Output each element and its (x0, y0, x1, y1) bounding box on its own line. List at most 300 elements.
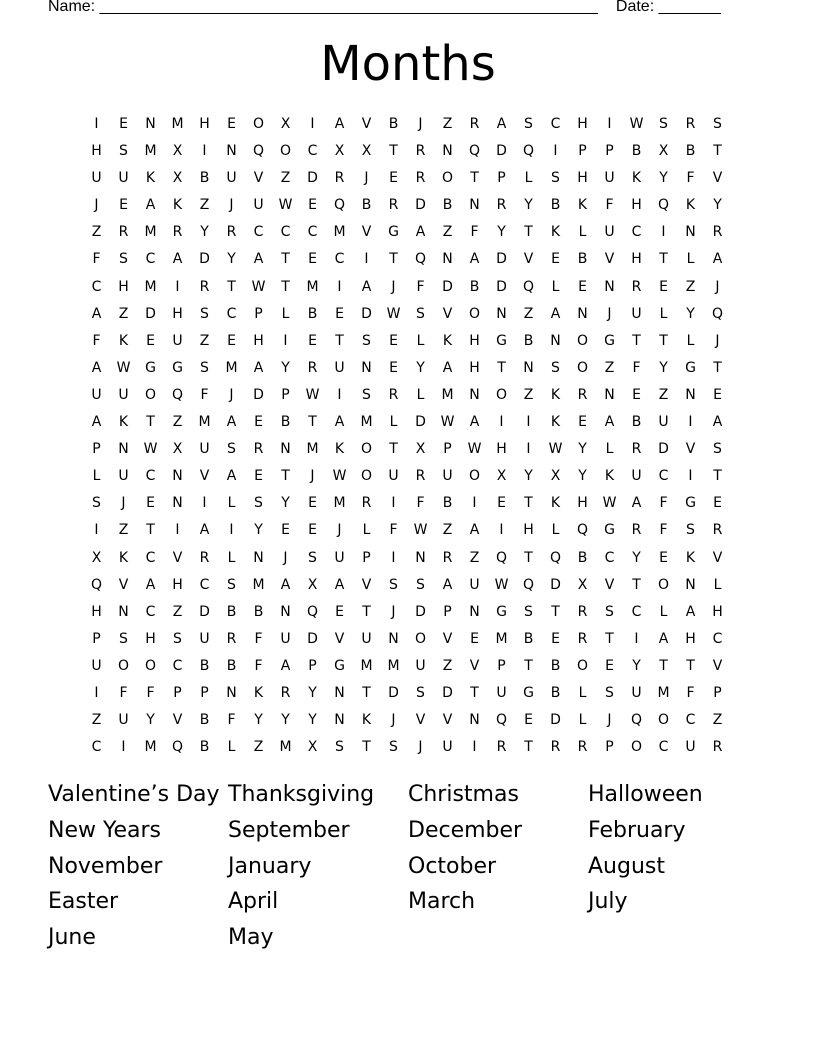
word-list-item: February (588, 817, 686, 843)
grid-letter: R (577, 739, 588, 756)
grid-letter: F (119, 684, 128, 701)
grid-letter: R (280, 684, 291, 701)
grid-letter: Y (308, 712, 317, 729)
grid-letter: K (550, 224, 561, 241)
grid-letter: M (225, 359, 238, 376)
grid-letter: R (685, 116, 696, 132)
grid-letter: L (92, 468, 101, 485)
grid-letter: M (171, 116, 184, 132)
grid-letter: K (604, 468, 615, 485)
grid-letter: X (415, 441, 426, 458)
grid-letter: P (92, 441, 101, 458)
grid-letter: Q (306, 603, 319, 620)
grid-letter: R (388, 386, 399, 403)
grid-letter: R (550, 739, 561, 756)
grid-letter: X (172, 143, 183, 160)
grid-letter: J (391, 603, 396, 620)
grid-letter: K (631, 170, 642, 187)
grid-letter: A (91, 305, 102, 322)
grid-letter: U (91, 170, 102, 187)
grid-letter: B (550, 657, 561, 674)
grid-letter: Y (281, 712, 290, 729)
word-list-item: August (588, 853, 665, 879)
grid-letter: R (496, 197, 507, 214)
grid-letter: C (172, 657, 183, 674)
grid-letter: E (254, 414, 263, 431)
grid-letter: C (604, 549, 615, 566)
grid-letter: H (577, 495, 588, 512)
grid-letter: N (523, 359, 534, 376)
grid-letter: U (172, 332, 183, 349)
grid-letter: C (253, 224, 264, 241)
grid-letter: E (335, 305, 344, 322)
grid-letter: S (416, 684, 425, 701)
grid-letter: J (229, 197, 234, 214)
word-list-item: December (408, 817, 523, 843)
grid-letter: S (551, 170, 560, 187)
grid-letter: R (172, 224, 183, 241)
grid-letter: V (253, 170, 264, 187)
grid-letter: E (146, 332, 155, 349)
page-title: Months (320, 36, 496, 92)
grid-letter: U (253, 197, 264, 214)
grid-letter: W (278, 197, 293, 214)
grid-letter: E (119, 116, 128, 132)
grid-letter: I (175, 278, 180, 295)
grid-letter: O (252, 116, 265, 132)
grid-letter: R (577, 630, 588, 647)
grid-letter: M (333, 224, 346, 241)
grid-letter: Z (442, 522, 453, 539)
grid-letter: E (389, 332, 398, 349)
grid-letter: V (442, 712, 453, 729)
grid-letter: T (551, 603, 560, 620)
grid-letter: E (119, 197, 128, 214)
word-list-item: November (48, 853, 163, 879)
grid-letter: D (442, 278, 453, 295)
grid-letter: A (442, 576, 453, 593)
grid-letter: A (631, 495, 642, 512)
grid-letter: F (92, 251, 101, 268)
grid-letter: J (715, 278, 720, 295)
grid-letter: A (226, 468, 237, 485)
grid-letter: I (391, 495, 396, 512)
grid-letter: I (229, 522, 234, 539)
grid-letter: T (686, 657, 695, 674)
grid-letter: C (145, 603, 156, 620)
grid-letter: N (334, 712, 345, 729)
grid-letter: F (686, 170, 695, 187)
grid-letter: T (524, 739, 533, 756)
grid-letter: Y (524, 197, 533, 214)
grid-letter: E (308, 251, 317, 268)
grid-letter: X (658, 143, 669, 160)
word-list-item: Thanksgiving (228, 782, 375, 807)
grid-letter: P (254, 305, 263, 322)
grid-letter: V (685, 441, 696, 458)
grid-letter: U (361, 630, 372, 647)
grid-letter: B (550, 684, 561, 701)
grid-letter: X (307, 739, 318, 756)
grid-letter: J (418, 116, 423, 132)
grid-letter: V (361, 224, 372, 241)
grid-letter: C (712, 630, 723, 647)
grid-letter: J (391, 278, 396, 295)
grid-letter: Z (91, 712, 102, 729)
grid-letter: U (469, 576, 480, 593)
grid-letter: O (576, 359, 589, 376)
grid-letter: G (604, 332, 615, 349)
grid-letter: A (496, 116, 507, 132)
grid-letter: X (172, 441, 183, 458)
grid-letter: S (416, 576, 425, 593)
grid-letter: U (91, 386, 102, 403)
grid-letter: G (145, 359, 156, 376)
grid-letter: S (524, 603, 533, 620)
grid-letter: G (685, 495, 696, 512)
grid-letter: A (361, 278, 372, 295)
grid-letter: Z (523, 386, 534, 403)
grid-letter: T (308, 414, 317, 431)
grid-letter: W (332, 468, 347, 485)
grid-letter: S (335, 739, 344, 756)
grid-letter: F (632, 359, 641, 376)
grid-letter: S (389, 739, 398, 756)
grid-letter: T (659, 657, 668, 674)
grid-letter: F (146, 684, 155, 701)
grid-letter: N (172, 468, 183, 485)
grid-letter: T (659, 332, 668, 349)
grid-letter: O (657, 712, 670, 729)
grid-letter: D (415, 197, 426, 214)
grid-letter: Q (522, 278, 535, 295)
grid-letter: V (118, 576, 129, 593)
grid-letter: P (281, 386, 290, 403)
grid-letter: E (605, 657, 614, 674)
word-list-item: New Years (48, 817, 162, 843)
grid-letter: E (578, 278, 587, 295)
grid-letter: C (307, 143, 318, 160)
grid-letter: V (334, 630, 345, 647)
grid-letter: M (306, 278, 319, 295)
grid-letter: N (685, 386, 696, 403)
grid-letter: A (226, 414, 237, 431)
grid-letter: I (688, 414, 693, 431)
grid-letter: N (469, 603, 480, 620)
grid-letter: P (497, 657, 506, 674)
grid-letter: I (526, 414, 531, 431)
grid-letter: V (415, 712, 426, 729)
grid-letter: S (686, 522, 695, 539)
grid-letter: E (713, 495, 722, 512)
grid-letter: R (361, 495, 372, 512)
grid-letter: Z (523, 305, 534, 322)
grid-letter: V (604, 251, 615, 268)
grid-letter: I (472, 739, 477, 756)
grid-letter: U (91, 657, 102, 674)
grid-letter: Z (442, 657, 453, 674)
grid-letter: L (281, 305, 290, 322)
grid-letter: J (229, 386, 234, 403)
grid-letter: R (577, 386, 588, 403)
grid-letter: Y (632, 549, 641, 566)
grid-letter: D (307, 630, 318, 647)
grid-letter: G (388, 224, 399, 241)
grid-letter: B (361, 197, 372, 214)
grid-letter: K (118, 414, 129, 431)
grid-letter: C (631, 603, 642, 620)
grid-letter: I (94, 522, 99, 539)
grid-letter: K (550, 386, 561, 403)
grid-letter: S (308, 549, 317, 566)
grid-letter: D (199, 251, 210, 268)
grid-letter: E (551, 251, 560, 268)
grid-letter: B (199, 739, 210, 756)
grid-letter: S (524, 116, 533, 132)
grid-letter: E (308, 197, 317, 214)
grid-letter: N (604, 278, 615, 295)
grid-letter: E (146, 495, 155, 512)
grid-letter: V (523, 251, 534, 268)
grid-letter: R (226, 630, 237, 647)
grid-letter: O (657, 576, 670, 593)
grid-letter: U (685, 739, 696, 756)
grid-letter: Z (253, 739, 264, 756)
grid-letter: B (685, 143, 696, 160)
grid-letter: G (496, 603, 507, 620)
grid-letter: N (118, 441, 129, 458)
grid-letter: S (605, 684, 614, 701)
grid-letter: E (713, 386, 722, 403)
grid-letter: Z (118, 305, 129, 322)
word-list-item: June (48, 925, 96, 951)
grid-letter: O (117, 657, 130, 674)
grid-letter: F (200, 386, 209, 403)
grid-letter: Y (308, 684, 317, 701)
grid-letter: M (306, 441, 319, 458)
grid-letter: K (442, 332, 453, 349)
grid-letter: E (470, 630, 479, 647)
grid-letter: Z (199, 332, 210, 349)
grid-letter: B (388, 116, 399, 132)
grid-letter: G (496, 332, 507, 349)
grid-letter: K (118, 332, 129, 349)
grid-letter: B (469, 278, 480, 295)
grid-letter: O (468, 468, 481, 485)
grid-letter: Y (713, 197, 722, 214)
grid-letter: S (200, 359, 209, 376)
grid-letter: Q (630, 712, 643, 729)
grid-letter: E (227, 116, 236, 132)
grid-letter: O (144, 657, 157, 674)
grid-letter: B (631, 143, 642, 160)
grid-letter: U (604, 224, 615, 241)
grid-letter: Y (200, 224, 209, 241)
grid-letter: X (361, 143, 372, 160)
grid-letter: R (712, 739, 723, 756)
grid-letter: F (389, 522, 398, 539)
grid-letter: L (227, 549, 236, 566)
grid-letter: H (685, 630, 696, 647)
grid-letter: J (283, 549, 288, 566)
grid-letter: F (92, 332, 101, 349)
grid-letter: G (685, 359, 696, 376)
grid-letter: X (91, 549, 102, 566)
grid-letter: F (659, 495, 668, 512)
grid-letter: D (550, 576, 561, 593)
grid-letter: I (121, 739, 126, 756)
grid-letter: E (551, 630, 560, 647)
grid-letter: C (145, 549, 156, 566)
grid-letter: N (604, 386, 615, 403)
grid-letter: N (172, 495, 183, 512)
grid-letter: Q (252, 143, 265, 160)
grid-letter: D (496, 251, 507, 268)
grid-letter: R (631, 278, 642, 295)
grid-letter: A (334, 116, 345, 132)
grid-letter: N (685, 224, 696, 241)
grid-letter: L (389, 414, 398, 431)
name-field[interactable]: Name: ________________________________________________________ (48, 0, 598, 15)
grid-letter: A (469, 414, 480, 431)
grid-letter: V (361, 116, 372, 132)
grid-letter: L (227, 739, 236, 756)
grid-letter: I (634, 630, 639, 647)
grid-letter: N (145, 116, 156, 132)
grid-letter: Z (442, 116, 453, 132)
grid-letter: N (118, 603, 129, 620)
grid-letter: B (577, 251, 588, 268)
word-list-item: July (588, 889, 628, 915)
grid-letter: Y (659, 359, 668, 376)
grid-letter: U (442, 739, 453, 756)
grid-letter: D (388, 684, 399, 701)
grid-letter: O (144, 386, 157, 403)
grid-letter: P (605, 739, 614, 756)
grid-letter: E (227, 332, 236, 349)
grid-letter: H (577, 170, 588, 187)
grid-letter: S (416, 305, 425, 322)
grid-letter: O (441, 170, 454, 187)
grid-letter: K (550, 495, 561, 512)
word-list (48, 780, 768, 959)
grid-letter: T (632, 332, 641, 349)
grid-letter: P (443, 603, 452, 620)
grid-letter: V (442, 630, 453, 647)
grid-letter: D (253, 386, 264, 403)
grid-letter: D (442, 684, 453, 701)
grid-letter: U (631, 305, 642, 322)
grid-letter: E (632, 386, 641, 403)
grid-letter: L (659, 305, 668, 322)
grid-letter: E (308, 495, 317, 512)
grid-letter: H (496, 441, 507, 458)
word-list-item: May (228, 925, 274, 951)
grid-letter: M (144, 278, 157, 295)
grid-letter: I (526, 441, 531, 458)
grid-letter: N (496, 305, 507, 322)
grid-letter: V (172, 549, 183, 566)
grid-letter: M (360, 414, 373, 431)
grid-letter: Q (495, 712, 508, 729)
grid-letter: S (200, 305, 209, 322)
grid-letter: U (280, 630, 291, 647)
grid-letter: X (334, 143, 345, 160)
grid-letter: Z (91, 224, 102, 241)
grid-letter: X (496, 468, 507, 485)
word-list-item: Christmas (408, 782, 519, 807)
grid-letter: K (145, 170, 156, 187)
grid-letter: R (307, 359, 318, 376)
grid-letter: N (334, 684, 345, 701)
grid-letter: W (440, 414, 455, 431)
grid-letter: S (659, 116, 668, 132)
grid-letter: A (685, 603, 696, 620)
grid-letter: Y (578, 441, 587, 458)
grid-letter: S (227, 441, 236, 458)
grid-letter: K (118, 549, 129, 566)
grid-letter: P (92, 630, 101, 647)
grid-letter: F (227, 712, 236, 729)
grid-letter: I (94, 684, 99, 701)
grid-letter: Y (227, 251, 236, 268)
grid-letter: T (470, 684, 479, 701)
grid-letter: N (361, 359, 372, 376)
grid-letter: O (414, 630, 427, 647)
word-list-item: October (408, 853, 497, 879)
grid-letter: H (118, 278, 129, 295)
grid-letter: R (388, 197, 399, 214)
grid-letter: D (361, 305, 372, 322)
grid-letter: T (659, 251, 668, 268)
grid-letter: N (226, 684, 237, 701)
grid-letter: Q (549, 549, 562, 566)
word-list-item: Halloween (588, 782, 703, 807)
grid-letter: Q (522, 143, 535, 160)
grid-letter: Q (171, 386, 184, 403)
grid-letter: Y (146, 712, 155, 729)
grid-letter: I (337, 386, 342, 403)
grid-letter: H (712, 603, 723, 620)
grid-letter: T (632, 576, 641, 593)
grid-letter: Z (118, 522, 129, 539)
grid-letter: I (202, 495, 207, 512)
grid-letter: I (391, 549, 396, 566)
grid-letter: B (253, 603, 264, 620)
grid-letter: T (524, 657, 533, 674)
grid-letter: U (388, 468, 399, 485)
grid-letter: P (713, 684, 722, 701)
grid-letter: I (310, 116, 315, 132)
grid-letter: C (145, 251, 156, 268)
grid-letter: I (283, 332, 288, 349)
grid-letter: R (631, 441, 642, 458)
grid-letter: C (226, 305, 237, 322)
grid-letter: Z (712, 712, 723, 729)
grid-letter: B (199, 657, 210, 674)
grid-letter: M (360, 657, 373, 674)
grid-letter: M (252, 576, 265, 593)
grid-letter: H (469, 359, 480, 376)
grid-letter: H (631, 197, 642, 214)
grid-letter: N (415, 549, 426, 566)
date-field[interactable]: Date: _______ (615, 0, 721, 15)
grid-letter: D (307, 170, 318, 187)
grid-letter: N (469, 712, 480, 729)
grid-letter: Q (468, 143, 481, 160)
grid-letter: Y (497, 224, 506, 241)
header (48, 0, 721, 17)
